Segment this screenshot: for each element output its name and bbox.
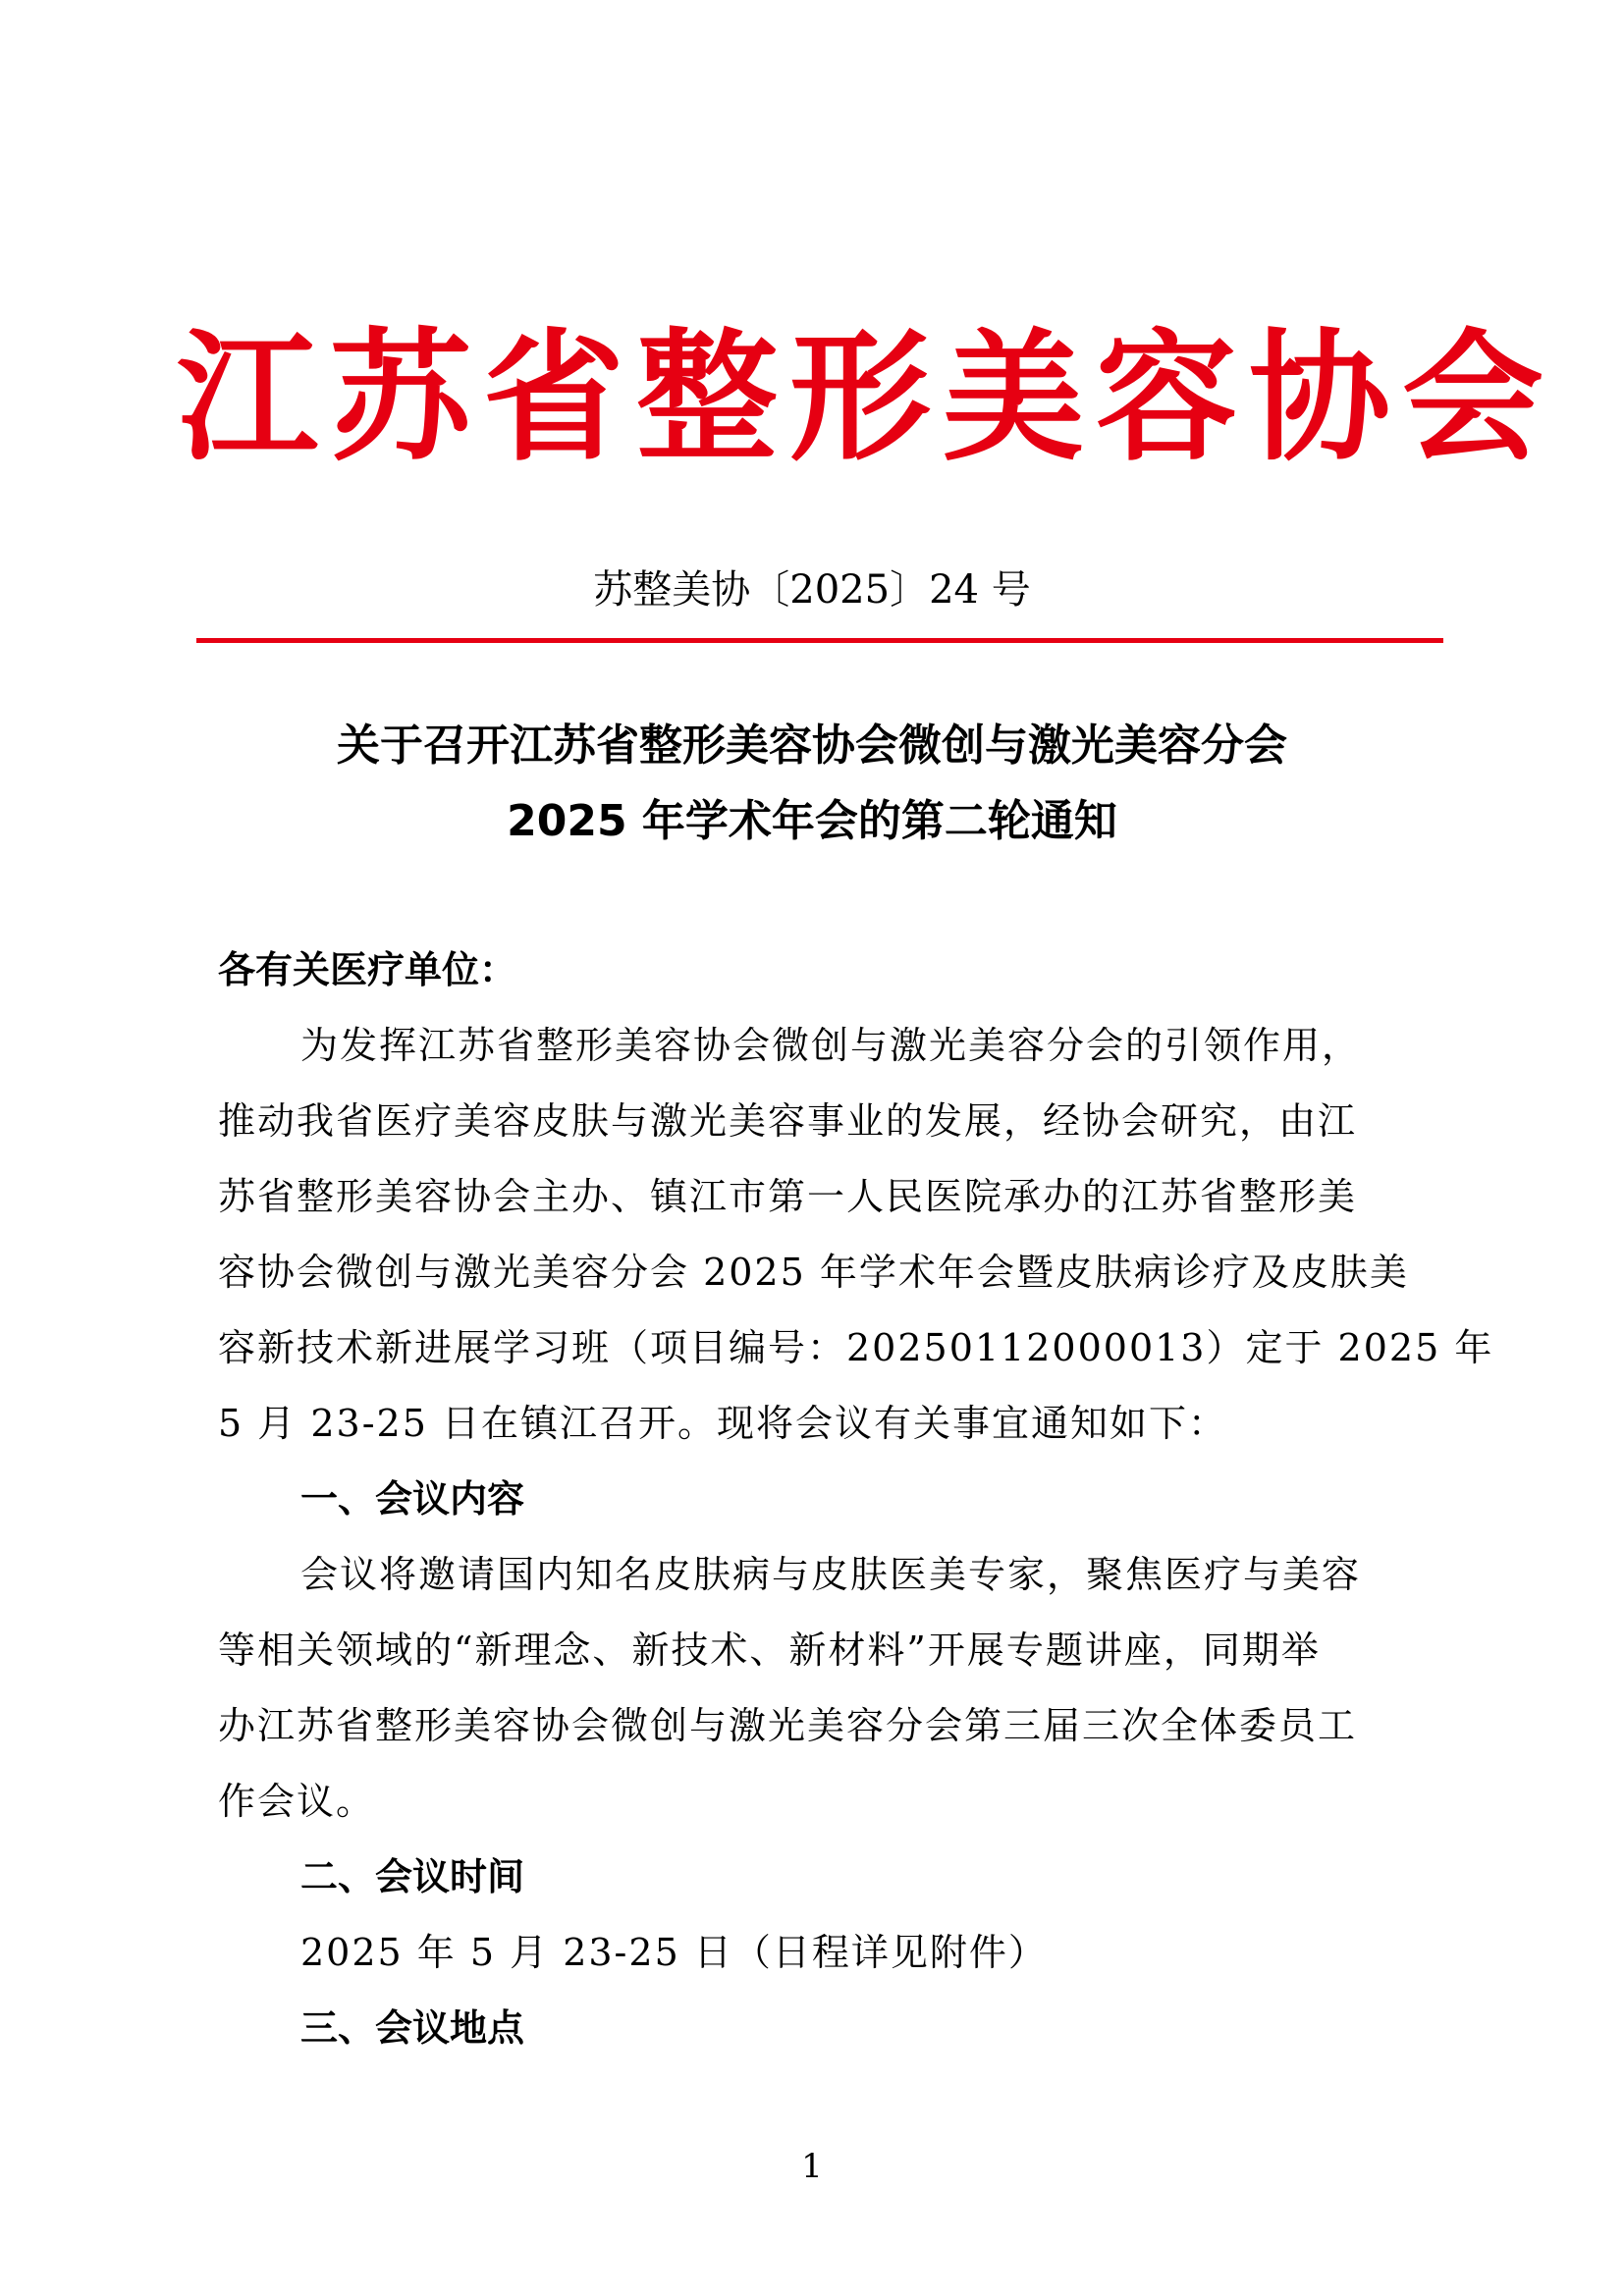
page-number: 1 — [801, 2147, 823, 2186]
intro-line: 容协会微创与激光美容分会 2025 年学术年会暨皮肤病诊疗及皮肤美 — [218, 1251, 1409, 1294]
section-1-line: 等相关领域的“新理念、新技术、新材料”开展专题讲座，同期举 — [218, 1629, 1321, 1672]
intro-line: 苏省整形美容协会主办、镇江市第一人民医院承办的江苏省整形美 — [218, 1175, 1358, 1218]
intro-line: 容新技术新进展学习班（项目编号：20250112000013）定于 2025 年 — [218, 1326, 1494, 1369]
section-3-heading: 三、会议地点 — [300, 2006, 525, 2050]
section-2-heading: 二、会议时间 — [300, 1855, 525, 1898]
red-divider-line — [196, 638, 1443, 643]
section-1-line: 作会议。 — [218, 1780, 376, 1823]
section-2-line: 2025 年 5 月 23-25 日（日程详见附件） — [300, 1931, 1048, 1974]
notice-title-line-1: 关于召开江苏省整形美容协会微创与激光美容分会 — [337, 721, 1287, 771]
intro-line: 为发挥江苏省整形美容协会微创与激光美容分会的引领作用， — [300, 1024, 1362, 1067]
intro-line: 推动我省医疗美容皮肤与激光美容事业的发展，经协会研究，由江 — [218, 1099, 1358, 1143]
intro-line: 5 月 23-25 日在镇江召开。现将会议有关事宜通知如下： — [218, 1402, 1227, 1445]
salutation: 各有关医疗单位： — [218, 948, 517, 991]
section-1-line: 会议将邀请国内知名皮肤病与皮肤医美专家，聚焦医疗与美容 — [300, 1553, 1362, 1596]
notice-title-line-2: 2025 年学术年会的第二轮通知 — [507, 796, 1117, 846]
section-1-heading: 一、会议内容 — [300, 1477, 525, 1521]
document-number: 苏整美协〔2025〕24 号 — [593, 567, 1031, 613]
section-1-line: 办江苏省整形美容协会微创与激光美容分会第三届三次全体委员工 — [218, 1704, 1358, 1747]
org-masthead: 江苏省整形美容协会 — [177, 315, 1556, 480]
